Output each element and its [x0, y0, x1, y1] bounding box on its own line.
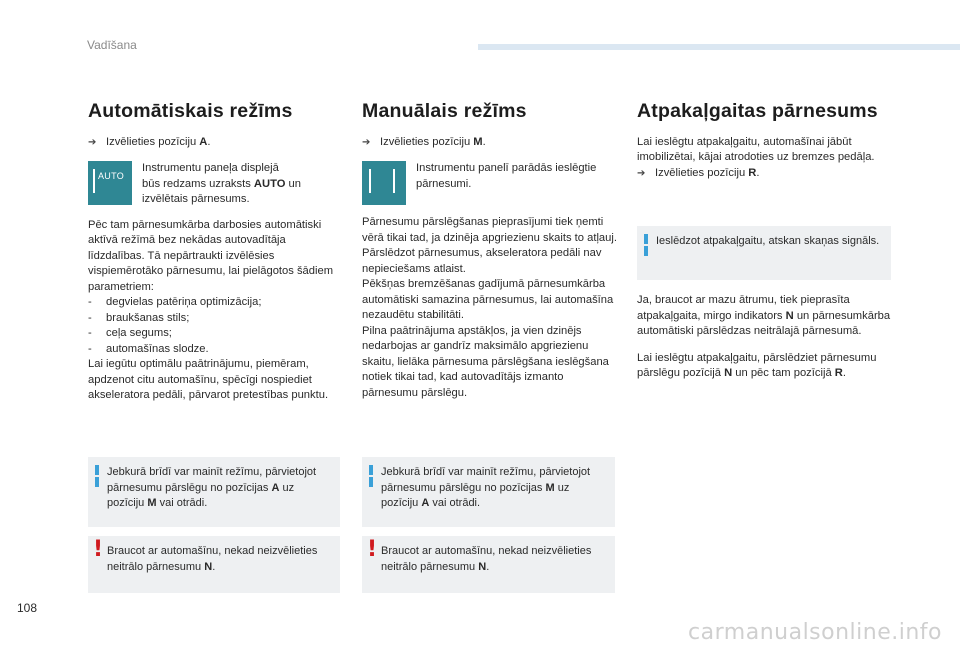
column-automatic — [88, 100, 343, 404]
section-header: Vadīšana — [87, 38, 137, 52]
list-item: - ceļa segums; — [88, 327, 172, 339]
info-icon — [95, 465, 99, 487]
paragraph-auto-intro: Pēc tam pārnesumkārba darbosies automātiski aktīvā režīmā bez nekādas autovadītāja līdzdalības. Tā nepārtraukti izvēlēsies vispiemērotāko pārnesumu, lai pielāgotos šādiem parametriem: — [88, 218, 334, 293]
paragraph-reverse-1: Lai ieslēgtu atpakaļgaitu, automašīnai jābūt imobilizētai, kājai atrodoties uz bremzes pedāļa. — [637, 135, 875, 163]
arrow-icon: ➔ — [637, 167, 646, 179]
warning-icon: ! — [93, 537, 104, 562]
arrow-icon: ➔ — [362, 136, 371, 148]
heading-manual: Manuālais režīms — [362, 100, 527, 122]
column-reverse — [637, 100, 892, 181]
warning-note-manual: ! Braucot ar automašīnu, nekad neizvēlieties neitrālo pārnesumu N. — [362, 536, 615, 593]
info-note-reverse: Ieslēdzot atpakaļgaitu, atskan skaņas signāls. — [637, 226, 891, 280]
auto-display-row — [88, 161, 343, 208]
bullet-select-r: ➔ Izvēlieties pozīciju R. — [637, 166, 892, 182]
paragraph-reverse-3: Lai ieslēgtu atpakaļgaitu, pārslēdziet pārnesumu pārslēgu pozīcijā N un pēc tam pozīcijā R. — [637, 351, 877, 379]
list-item: - degvielas patēriņa optimizācija; — [88, 296, 262, 308]
bullet-select-a: ➔ Izvēlieties pozīciju A. — [88, 135, 343, 151]
paragraph-reverse-2: Ja, braucot ar mazu ātrumu, tiek pieprasīta atpakaļgaita, mirgo indikators N un pārnesumkārba automātiski pārslēdzas neitrālajā pārnesumā. — [637, 294, 891, 337]
info-icon — [644, 234, 648, 256]
heading-reverse: Atpakaļgaitas pārnesums — [637, 100, 878, 122]
column-reverse-lower — [637, 293, 892, 382]
page-number: 108 — [17, 601, 38, 615]
header-bar — [478, 44, 960, 50]
auto-display-text: Instrumentu paneļa displejā būs redzams uzraksts AUTO un izvēlētais pārnesums. — [142, 162, 301, 205]
watermark: carmanualsonline.info — [688, 620, 942, 645]
paragraph-manual-3: Pēkšņas bremzēšanas gadījumā pārnesumkārba automātiski samazina pārnesumus, lai automašīna nezaudētu stabilitāti. — [362, 278, 614, 321]
paragraph-manual-1: Pārnesumu pārslēgšanas pieprasījumi tiek ņemti vērā tikai tad, ja dzinēja apgriezienu skaits to atļauj. — [362, 216, 617, 244]
warning-icon: ! — [367, 537, 378, 562]
auto-display-icon: AUTO — [88, 161, 132, 205]
manual-display-icon — [362, 161, 406, 205]
paragraph-auto-kickdown: Lai iegūtu optimālu paātrinājumu, piemēram, apdzenot citu automašīnu, spēcīgi nospiediet akseleratora pedāli, pārvarot pretestības punktu. — [88, 358, 329, 401]
manual-display-text: Instrumentu panelī parādās ieslēgtie pārnesumi. — [416, 162, 597, 190]
parameter-list — [88, 295, 343, 357]
bullet-select-m: ➔ Izvēlieties pozīciju M. — [362, 135, 617, 151]
info-icon — [369, 465, 373, 487]
column-manual — [362, 100, 617, 401]
info-note-auto: Jebkurā brīdī var mainīt režīmu, pārvietojot pārnesumu pārslēgu no pozīcijas A uz pozīciju M vai otrādi. — [88, 457, 340, 527]
info-note-manual: Jebkurā brīdī var mainīt režīmu, pārvietojot pārnesumu pārslēgu no pozīcijas M uz pozīciju A vai otrādi. — [362, 457, 615, 527]
manual-display-row — [362, 161, 617, 205]
list-item: - automašīnas slodze. — [88, 342, 209, 355]
list-item: - braukšanas stils; — [88, 311, 190, 324]
paragraph-manual-2: Pārslēdzot pārnesumus, akseleratora pedāli nav nepieciešams atlaist. — [362, 247, 602, 275]
heading-automatic: Automātiskais režīms — [88, 100, 293, 122]
arrow-icon: ➔ — [88, 136, 97, 148]
paragraph-manual-4: Pilna paātrinājuma apstākļos, ja vien dzinējs nedarbojas ar gandrīz maksimālo apgriezienu skaitu, lielāka pārnesuma pārslēgšana ieslēgšana notiek tikai tad, kad autovadītājs izmanto pārnesumu pārslēgu. — [362, 324, 609, 399]
warning-note-auto: ! Braucot ar automašīnu, nekad neizvēlieties neitrālo pārnesumu N. — [88, 536, 340, 593]
